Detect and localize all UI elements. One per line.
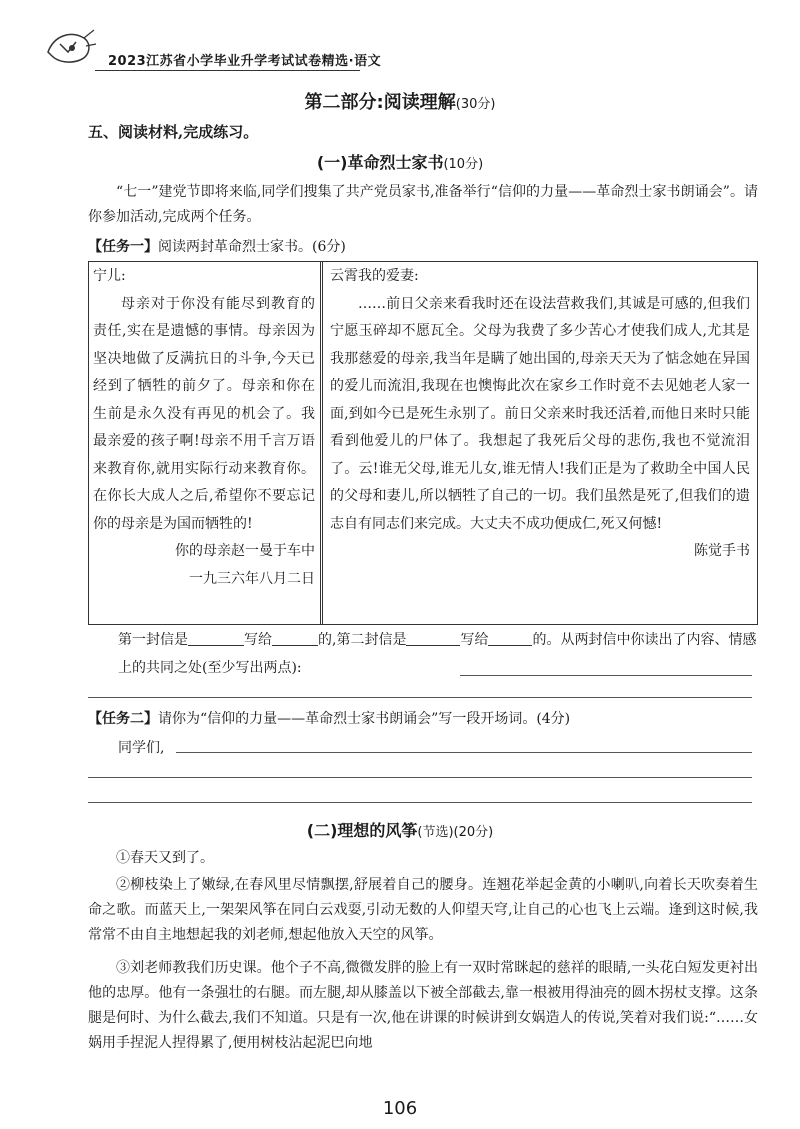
letter2-body: ……前日父亲来看我时还在设法营救我们,其诚是可感的,但我们宁愿玉碎却不愿瓦全。父母为我费了多少苦心才使我们成人,尤其是我那慈爱的母亲,我当年是瞒了她出国的,母亲天天为了惦念她在异国的爱儿而流泪,我现在也懊悔此次在家乡工作时竟不去见她老人家一面,到如今已是死生永别了。前日父亲来时我还活着,而他日来时只能看到他爱儿的尸体了。我想起了我死后父母的悲伤,我也不觉流泪了。云!谁无父母,谁无儿女,谁无情人!我们正是为了救助全中国人民的父母和妻儿,所以牺牲了自己的一切。我们虽然是死了,但我们的遗志自有同志们来完成。大丈夫不成功便成仁,死又何憾! [330,295,750,532]
part2-title-text: (二)理想的风筝 [306,821,418,840]
part2-note: (节选) [417,825,454,840]
letter1-signature: 你的母亲赵一曼于车中 [175,543,315,559]
header-title: 2023江苏省小学毕业升学考试试卷精选·语文 [108,54,382,69]
task1-label: 【任务一】 [88,239,158,255]
part2-paragraph-2: ②柳枝染上了嫩绿,在春风里尽情飘摆,舒展着自己的腰身。连翘花举起金黄的小喇叭,向着长天吹奏着生命之歌。而蓝天上,一架架风筝在同白云戏耍,引动无数的人仰望天穹,让自己的心也飞上云端。逢到这时候,我常常不由自主地想起我的刘老师,想起他放入天空的风筝。 [88,877,758,943]
part2-title [0,818,800,841]
fill-text-4: 写给 [460,632,489,648]
page-number: 106 [382,1098,418,1119]
fill-text-2: 写给 [244,632,272,648]
fill-text-5: 的。从两封信中你读出了内容、情感上的共同之处(至少写出两点): [118,632,757,676]
task2 [88,708,570,728]
section-title-text: 第二部分:阅读理解 [304,92,456,113]
letter-2 [330,263,750,566]
header-logo-icon [40,22,100,72]
part1-points: (10分) [443,157,484,172]
part1-title-text: (一)革命烈士家书 [316,153,444,172]
letter2-greeting: 云霄我的爱妻: [330,268,419,284]
blank-3[interactable] [406,631,460,646]
task1-text: 阅读两封革命烈士家书。(6分) [158,239,346,255]
answer-line-5[interactable] [88,802,752,803]
question-label: 五、阅读材料,完成练习。 [88,123,259,141]
answer-line-3[interactable] [176,752,752,753]
letters-divider [320,261,323,625]
letter1-greeting: 宁儿: [93,268,126,284]
blank-2[interactable] [272,631,318,646]
blank-4[interactable] [488,631,532,646]
fill-text-1: 第一封信是 [118,632,188,648]
task2-start: 同学们, [118,740,165,756]
task2-text: 请你为“信仰的力量——革命烈士家书朗诵会”写一段开场词。(4分) [158,711,571,727]
letter1-body: 母亲对于你没有能尽到教育的责任,实在是遗憾的事情。母亲因为坚决地做了反满抗日的斗争,今天已经到了牺牲的前夕了。母亲和你在生前是永久没有再见的机会了。我最亲爱的孩子啊!母亲不用千言万语来教育你,就用实际行动来教育你。在你长大成人之后,希望你不要忘记你的母亲是为国而牺牲的! [93,295,315,532]
letter-1 [93,263,315,593]
answer-line-1[interactable] [460,675,752,676]
letter1-date: 一九三六年八月二日 [189,570,315,587]
section-points: (30分) [455,97,496,112]
section-title [0,88,800,114]
task1-question [118,626,758,682]
answer-line-4[interactable] [88,777,752,778]
part2-points: (20分) [453,825,494,840]
answer-line-2[interactable] [88,697,752,698]
fill-text-3: 的,第二封信是 [318,632,407,648]
task2-label: 【任务二】 [88,711,158,727]
part2-paragraph-1: ①春天又到了。 [116,850,214,866]
part2-paragraph-3: ③刘老师教我们历史课。他个子不高,微微发胖的脸上有一双时常眯起的慈祥的眼睛,一头花白短发更衬出他的忠厚。他有一条强壮的右腿。而左腿,却从膝盖以下被全部截去,靠一根被用得油亮的圆木拐杖支撑。这条腿是何时、为什么截去,我们不知道。只是有一次,他在讲课的时候讲到女娲造人的传说,笑着对我们说:“……女娲用手捏泥人捏得累了,便用树枝沾起泥巴向地 [88,960,758,1051]
task1 [88,236,346,256]
blank-1[interactable] [188,631,244,646]
header-divider [95,70,360,71]
part1-title [0,150,800,173]
part1-intro: “七一”建党节即将来临,同学们搜集了共产党员家书,准备举行“信仰的力量——革命烈士家书朗诵会”。请你参加活动,完成两个任务。 [88,184,758,225]
letter2-signature: 陈觉手书 [694,543,750,559]
